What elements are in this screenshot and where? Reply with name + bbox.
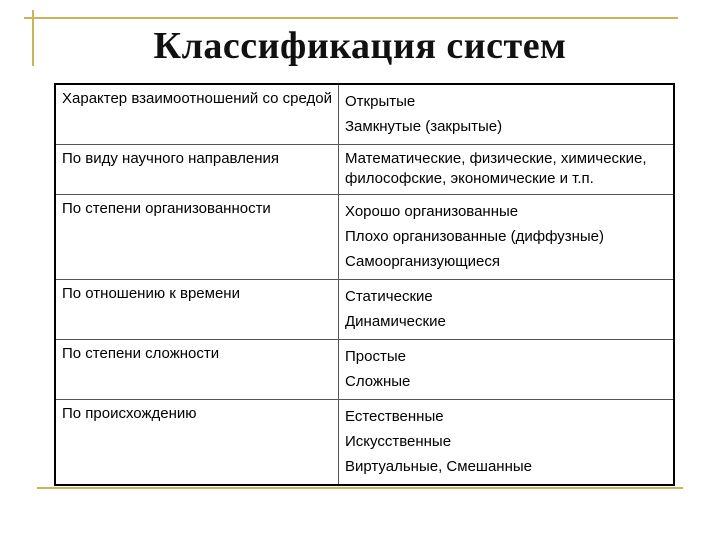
criterion-cell: По происхождению [55, 400, 339, 486]
criterion-cell: По виду научного направления [55, 145, 339, 195]
criterion-cell: Характер взаимоотношений со средой [55, 84, 339, 145]
value-item: Замкнутые (закрытые) [345, 118, 503, 135]
values-cell [339, 84, 675, 145]
value-item: Простые [345, 348, 406, 365]
values-cell [339, 280, 675, 340]
value-item: Самоорганизующиеся [345, 253, 500, 270]
value-item: Естественные [345, 408, 444, 425]
decorative-bottom-line [37, 487, 683, 489]
value-item: Динамические [345, 313, 446, 330]
criterion-cell: По отношению к времени [55, 280, 339, 340]
value-item: Статические [345, 288, 433, 305]
value-item: Виртуальные, Смешанные [345, 458, 532, 475]
value-item: Сложные [345, 373, 411, 390]
value-item: Хорошо организованные [345, 203, 519, 220]
value-item: Искусственные [345, 433, 452, 450]
classification-table [54, 83, 675, 486]
page-title: Классификация систем [153, 25, 567, 67]
table-row [55, 340, 674, 400]
values-cell [339, 400, 675, 486]
table-row [55, 195, 674, 280]
value-item: Математические, физические, химические, философские, экономические и т.п. [345, 150, 647, 187]
values-cell [339, 195, 675, 280]
criterion-cell: По степени сложности [55, 340, 339, 400]
table-row [55, 84, 674, 145]
values-cell [339, 145, 675, 195]
table-row [55, 145, 674, 195]
table-row [55, 400, 674, 486]
criterion-cell: По степени организованности [55, 195, 339, 280]
values-cell [339, 340, 675, 400]
decorative-top-line [24, 17, 678, 19]
value-item: Плохо организованные (диффузные) [345, 228, 605, 245]
value-item: Открытые [345, 93, 416, 110]
table-row [55, 280, 674, 340]
